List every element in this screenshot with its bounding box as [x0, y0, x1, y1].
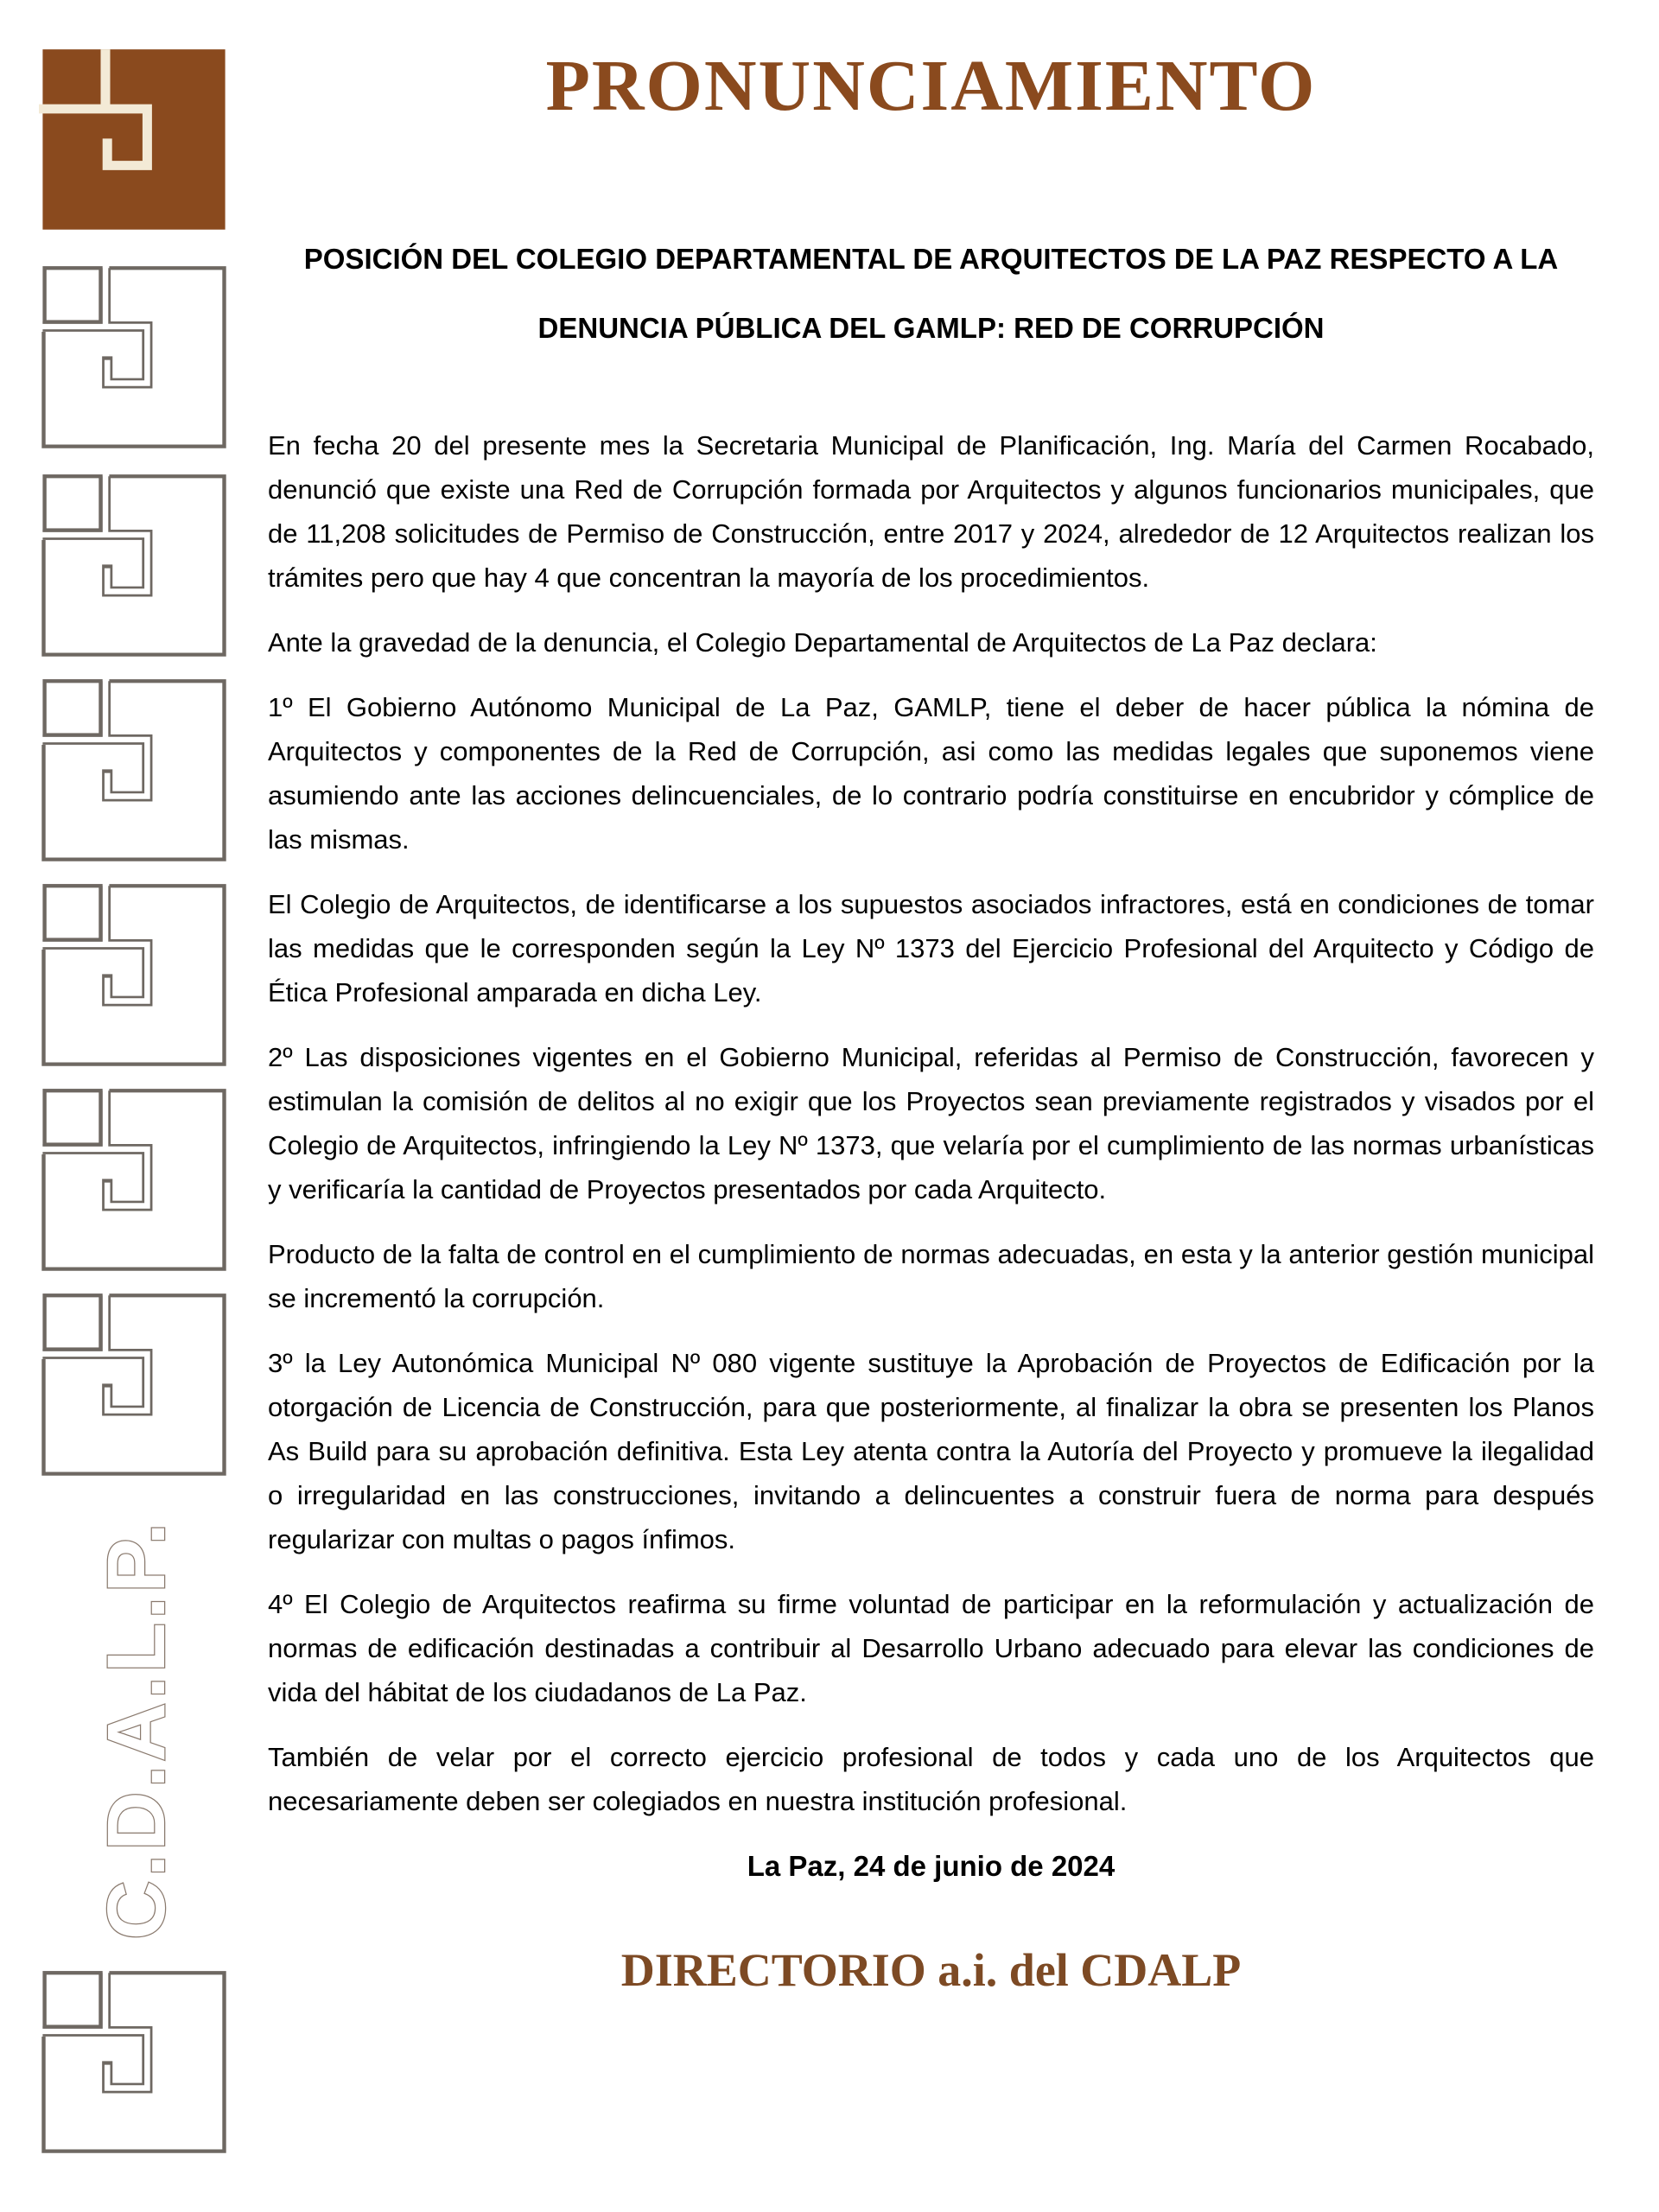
paragraph-point-2b: Producto de la falta de control en el cumplimiento de normas adecuadas, en esta y la anterior gestión municipal se incrementó la corrupción. — [268, 1239, 1594, 1313]
cdalp-logo-motif-outline-icon — [39, 1088, 229, 1274]
cdalp-logo-motif-outline-icon — [39, 265, 229, 451]
cdalp-logo-motif-outline-icon — [39, 474, 229, 659]
cdalp-logo-motif-outline-icon — [39, 883, 229, 1069]
date-line: La Paz, 24 de junio de 2024 — [747, 1850, 1116, 1882]
cdalp-logo-motif-solid-icon — [39, 48, 229, 233]
subtitle-line-1: POSICIÓN DEL COLEGIO DEPARTAMENTAL DE ARQUITECTOS DE LA PAZ RESPECTO A LA — [303, 243, 1559, 275]
subtitle-line-2: DENUNCIA PÚBLICA DEL GAMLP: RED DE CORRUPCIÓN — [537, 312, 1325, 344]
content-column — [268, 0, 1594, 2212]
paragraph-point-4: 4º El Colegio de Arquitectos reafirma su firme voluntad de participar en la reformulación y actualización de normas de edificación destinadas a contribuir al Desarrollo Urbano adecuado para elevar las condiciones de vida del hábitat de los ciudadanos de La Paz. — [268, 1589, 1594, 1707]
paragraph-intro: En fecha 20 del presente mes la Secretaria Municipal de Planificación, Ing. María del Carmen Rocabado, denunció que existe una Red de Corrupción formada por Arquitectos y algunos funcionarios municipales, que de 11,208 solicitudes de Permiso de Construcción, entre 2017 y 2024, alrededor de 12 Arquitectos realizan los trámites pero que hay 4 que concentran la mayoría de los procedimientos. — [268, 430, 1594, 593]
logo-acronym-text: C.D.A.L.P. — [91, 1519, 182, 1940]
logo-strip — [39, 0, 229, 2212]
cdalp-logo-motif-outline-icon — [39, 1293, 229, 1478]
body-text — [268, 423, 1594, 1823]
paragraph-point-1: 1º El Gobierno Autónomo Municipal de La Paz, GAMLP, tiene el deber de hacer pública la nómina de Arquitectos y componentes de la Red de Corrupción, asi como las medidas legales que suponemos viene asumiendo ante las acciones delincuenciales, de lo contrario podría constituirse en encubridor y cómplice de las mismas. — [268, 692, 1594, 855]
logo-acronym-vertical — [39, 1503, 229, 1948]
paragraph-declaration: Ante la gravedad de la denuncia, el Colegio Departamental de Arquitectos de La Paz declara: — [268, 627, 1377, 658]
cdalp-logo-motif-outline-icon — [39, 678, 229, 864]
paragraph-point-2: 2º Las disposiciones vigentes en el Gobierno Municipal, referidas al Permiso de Construcción, favorecen y estimulan la comisión de delitos al no exigir que los Proyectos sean previamente registrados y visados por el Colegio de Arquitectos, infringiendo la Ley Nº 1373, que velaría por el cumplimiento de las normas urbanísticas y verificaría la cantidad de Proyectos presentados por cada Arquitecto. — [268, 1042, 1594, 1205]
signature-line: DIRECTORIO a.i. del CDALP — [620, 1944, 1242, 1996]
paragraph-point-3: 3º la Ley Autonómica Municipal Nº 080 vigente sustituye la Aprobación de Proyectos de Edificación por la otorgación de Licencia de Construcción, para que posteriormente, al finalizar la obra se presenten los Planos As Build para su aprobación definitiva. Esta Ley atenta contra la Autoría del Proyecto y promueve la ilegalidad o irregularidad en las construcciones, invitando a delincuentes a construir fuera de norma para después regularizar con multas o pagos ínfimos. — [268, 1348, 1594, 1554]
paragraph-point-1b: El Colegio de Arquitectos, de identificarse a los supuestos asociados infractores, está en condiciones de tomar las medidas que le corresponden según la Ley Nº 1373 del Ejercicio Profesional del Arquitecto y Código de Ética Profesional amparada en dicha Ley. — [268, 889, 1594, 1007]
page-title: PRONUNCIAMIENTO — [545, 46, 1317, 126]
cdalp-logo-motif-outline-icon — [39, 1970, 229, 2156]
paragraph-closing: También de velar por el correcto ejercicio profesional de todos y cada uno de los Arquitectos que necesariamente deben ser colegiados en nuestra institución profesional. — [268, 1742, 1594, 1816]
